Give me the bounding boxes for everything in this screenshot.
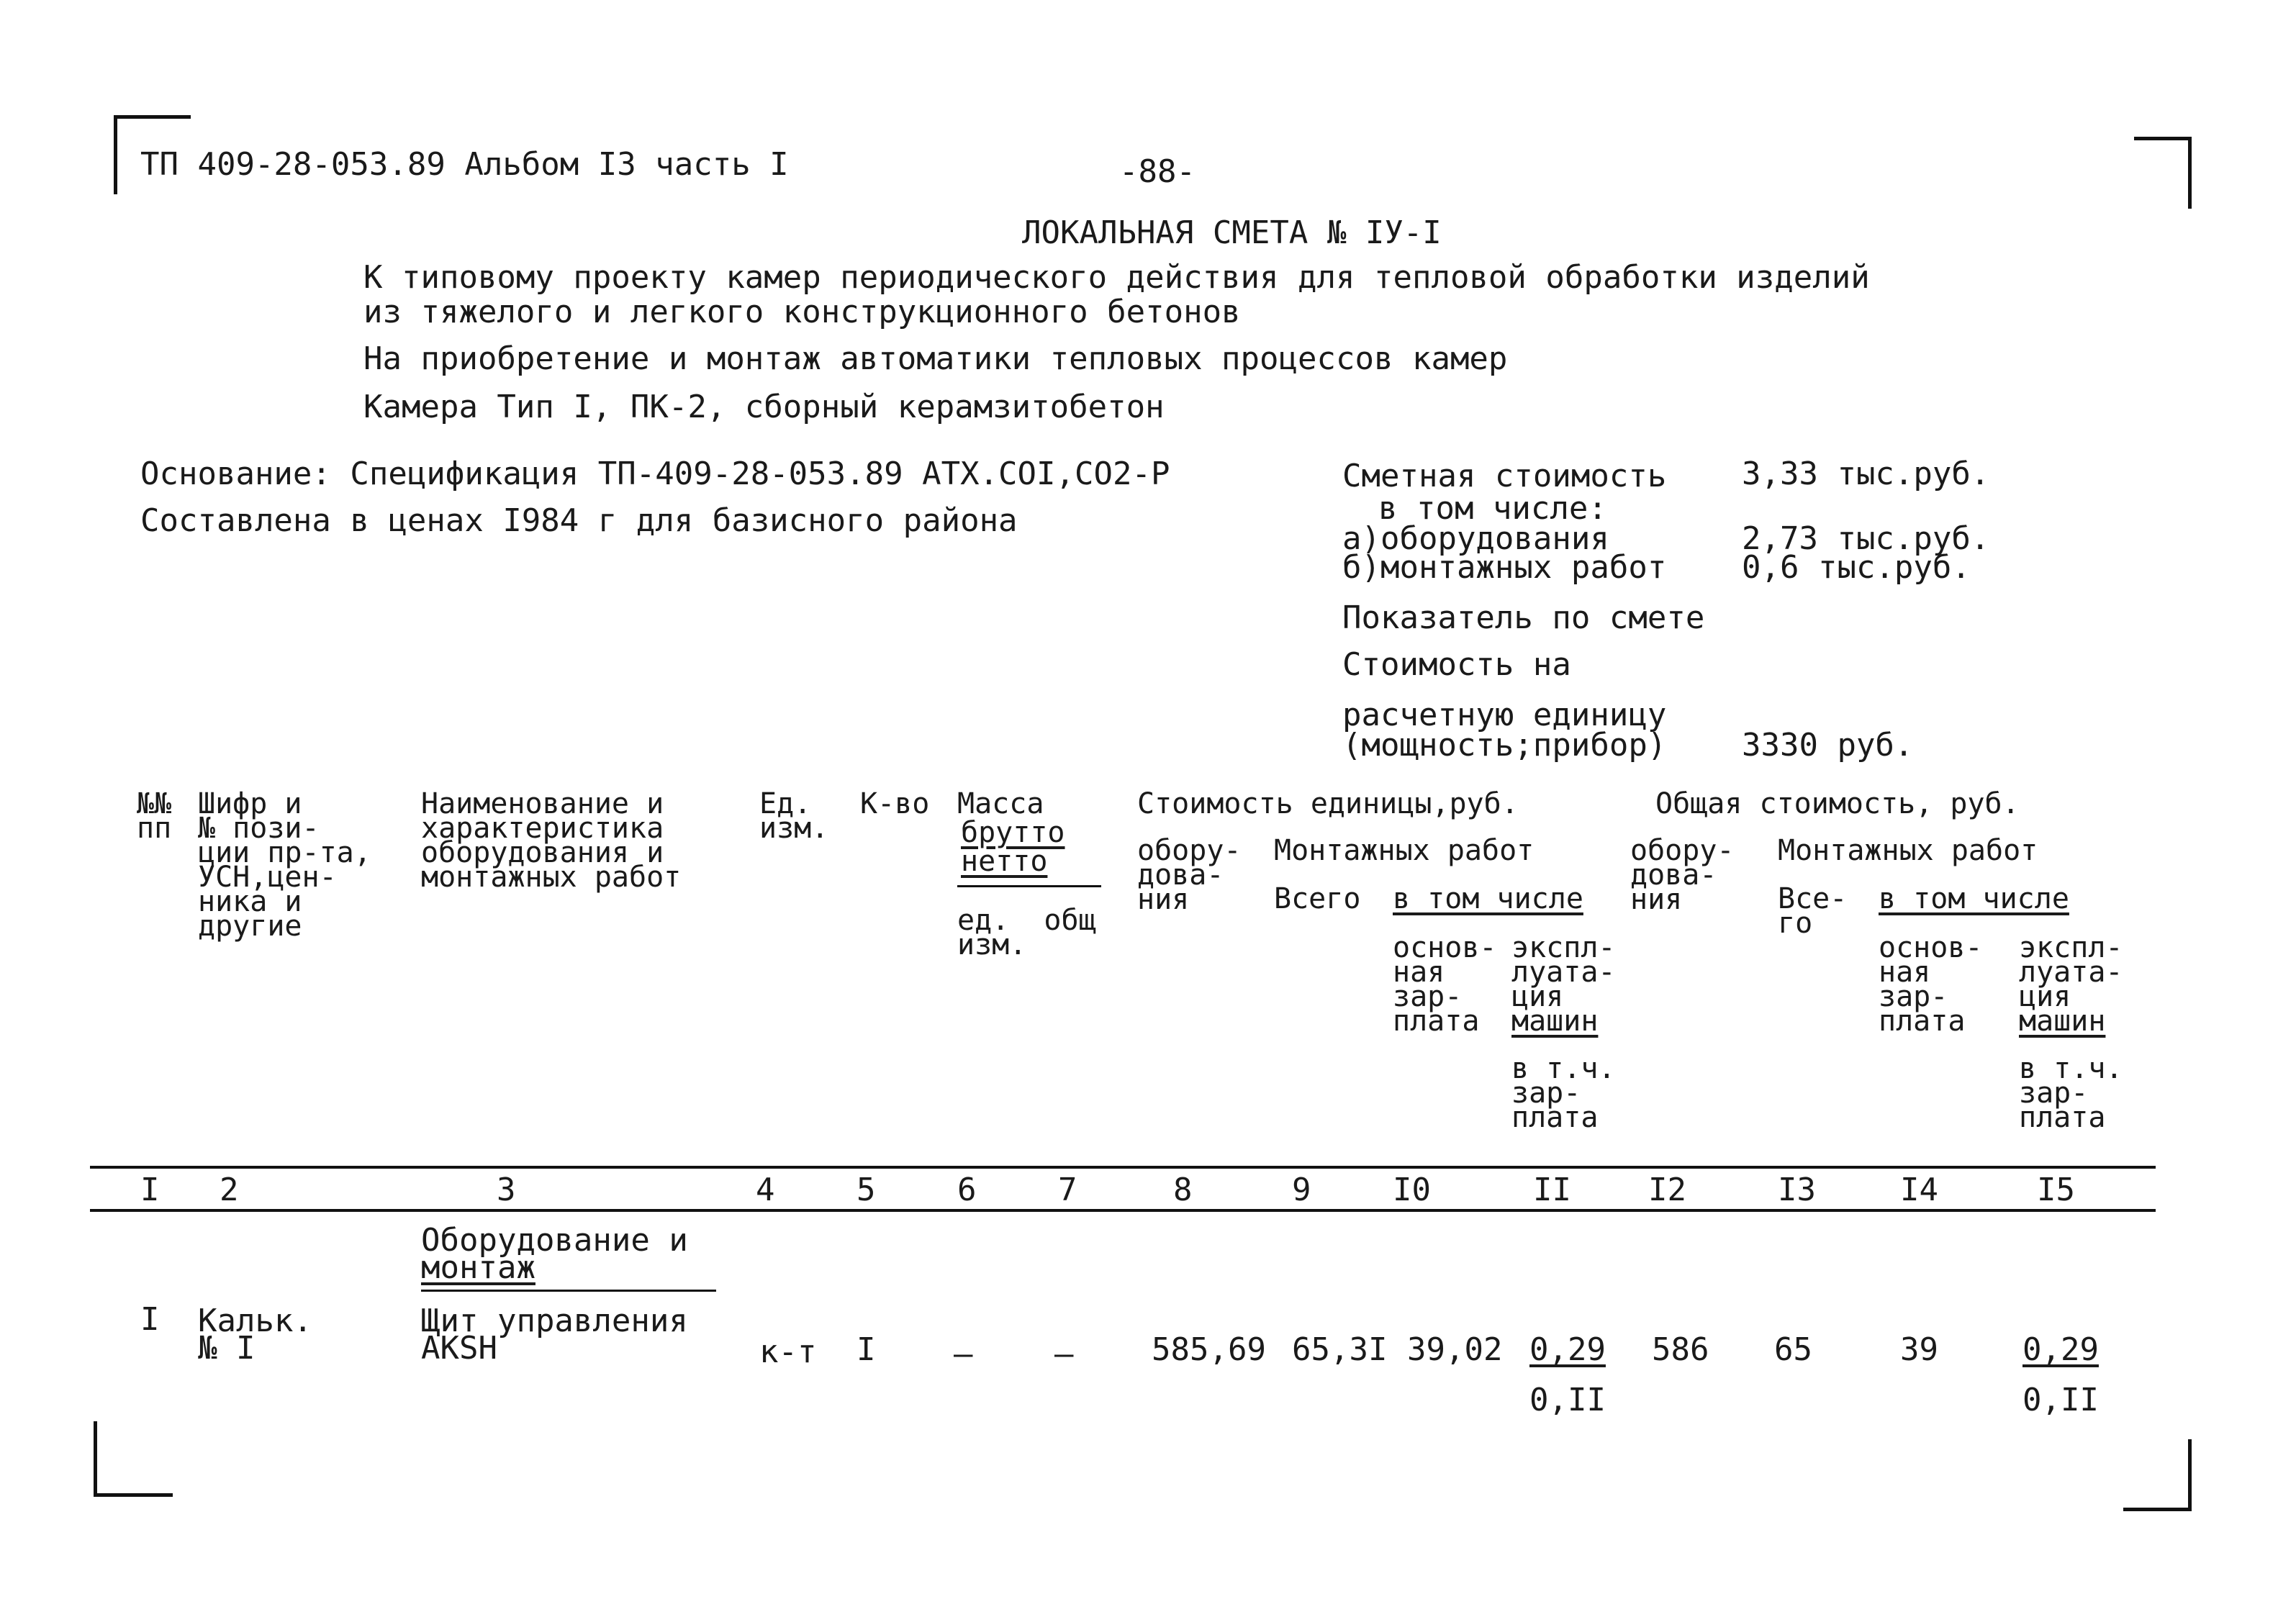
row-name-line-2: АКSН [421,1330,497,1367]
column-number: 4 [756,1172,775,1208]
estimated-cost-label: Сметная стоимость [1342,458,1667,494]
basis-prices: Составлена в ценах I984 г для базисного района [140,502,1018,539]
row-mass-total: – [1054,1336,1074,1372]
header-unit-base-pay: основ- ная зар- плата [1393,931,1497,1038]
header-mass-divider [957,885,1101,887]
column-number: I0 [1393,1172,1431,1208]
document-code: ТП 409-28-053.89 Альбом I3 часть I [140,146,789,183]
column-number: I5 [2037,1172,2075,1208]
column-number: 6 [957,1172,977,1208]
column-number: I2 [1648,1172,1686,1208]
section-title-line-1: Оборудование и [421,1222,688,1259]
header-unit-total: Всего [1274,882,1361,915]
header-unit-equipment: обору- дова- ния [1137,834,1242,916]
header-total-cost: Общая стоимость, руб. [1655,787,2020,820]
header-unit-including: в том числе [1393,882,1583,915]
header-row-number: №№ пп [137,787,172,845]
row-quantity: I [857,1331,876,1368]
header-unit-machines-pay: в т.ч. зар- плата [1511,1052,1616,1134]
header-name: Наименование и характеристика оборудования и монтажных работ [421,787,682,894]
row-machines-pay-total: 0,II [2022,1382,2099,1418]
column-number: 7 [1058,1172,1077,1208]
header-unit-exploitation: экспл- луата- ция [1511,931,1616,1013]
basis-specification: Основание: Спецификация ТП-409-28-053.89 АТХ.СОI,СО2-Р [140,456,1170,492]
column-number: 8 [1173,1172,1193,1208]
header-total-exploitation: экспл- луата- ция [2019,931,2123,1013]
corner-mark-bottom-right-h [2123,1508,2192,1511]
corner-mark-top-right-h [2134,137,2192,140]
corner-mark-bottom-left-v [94,1421,97,1497]
row-base-pay-total: 39 [1900,1331,1938,1368]
estimate-title: ЛОКАЛЬНАЯ СМЕТА № IУ-I [1022,214,1442,251]
header-mass: Масса [957,787,1044,820]
header-mass-sub: ед. общ изм. [957,904,1096,961]
header-unit-cost: Стоимость единицы,руб. [1137,787,1519,820]
column-number-bottom-rule [90,1209,2156,1212]
row-installation-total: 65 [1774,1331,1812,1368]
header-total-machines-pay: в т.ч. зар- плата [2019,1052,2123,1134]
installation-cost-value: 0,6 тыс.руб. [1742,549,1971,586]
corner-mark-top-left-h [115,115,191,119]
row-machines-total: 0,29 [2022,1331,2099,1368]
column-number: I3 [1778,1172,1816,1208]
header-code: Шифр и № пози- ции пр-та, УСН,цен- ника и другие [198,787,371,943]
row-installation-unit-cost: 65,3I [1292,1331,1388,1368]
row-equipment-total: 586 [1652,1331,1709,1368]
header-total-installation: Монтажных работ [1778,834,2038,867]
column-number: I4 [1900,1172,1938,1208]
project-line-3: На приобретение и монтаж автоматики тепловых процессов камер [363,340,1508,377]
column-number: 2 [220,1172,239,1208]
header-total-machines: машин [2019,1005,2106,1038]
row-code-line-2: № I [198,1330,256,1367]
row-code-line-1: Кальк. [198,1303,312,1339]
header-total-equipment: обору- дова- ния [1630,834,1735,916]
row-unit: к-т [759,1333,817,1370]
row-number: I [140,1301,160,1338]
including-label: в том числе: [1378,490,1607,527]
corner-mark-bottom-left-h [94,1493,173,1497]
installation-cost-label: б)монтажных работ [1342,549,1667,586]
row-equipment-unit-cost: 585,69 [1152,1331,1266,1368]
indicator-label: Показатель по смете [1342,599,1705,636]
header-unit: Ед. изм. [759,787,829,845]
project-line-2: из тяжелого и легкого конструкционного бетонов [363,294,1241,330]
equipment-cost-label: а)оборудования [1342,520,1609,557]
header-bottom-rule [90,1166,2156,1169]
unit-label-2: (мощность;прибор) [1342,727,1667,764]
column-number: 9 [1292,1172,1311,1208]
corner-mark-top-left-v [114,115,117,194]
header-total-base-pay: основ- ная зар- плата [1879,931,1983,1038]
equipment-cost-value: 2,73 тыс.руб. [1742,520,1990,557]
corner-mark-bottom-right-v [2188,1439,2192,1511]
unit-label-1: расчетную единицу [1342,697,1667,733]
page-number: -88- [1119,153,1196,190]
row-base-pay-unit: 39,02 [1407,1331,1503,1368]
column-number: I [140,1172,160,1208]
header-total-sum: Все- го [1778,882,1848,940]
section-title-divider [421,1290,716,1292]
row-mass-unit: – [954,1336,973,1372]
unit-cost-value: 3330 руб. [1742,727,1914,764]
column-number: II [1533,1172,1571,1208]
estimated-cost-value: 3,33 тыс.руб. [1742,456,1990,492]
project-line-1: К типовому проекту камер периодического действия для тепловой обработки изделий [363,259,1870,296]
section-title-line-2: монтаж [421,1249,535,1286]
header-mass-brutto: брутто [961,816,1065,849]
column-number: 5 [857,1172,876,1208]
row-machines-pay-unit: 0,II [1529,1382,1606,1418]
column-number: 3 [497,1172,516,1208]
row-name-line-1: Щит управления [421,1303,688,1339]
project-line-4: Камера Тип I, ПК-2, сборный керамзитобетон [363,389,1165,425]
header-unit-installation: Монтажных работ [1274,834,1535,867]
header-quantity: К-во [860,787,930,820]
row-machines-unit: 0,29 [1529,1331,1606,1368]
header-mass-netto: нетто [961,845,1048,878]
header-unit-machines: машин [1511,1005,1599,1038]
corner-mark-top-right-v [2188,137,2192,209]
cost-per-label: Стоимость на [1342,646,1571,683]
header-total-including: в том числе [1879,882,2069,915]
